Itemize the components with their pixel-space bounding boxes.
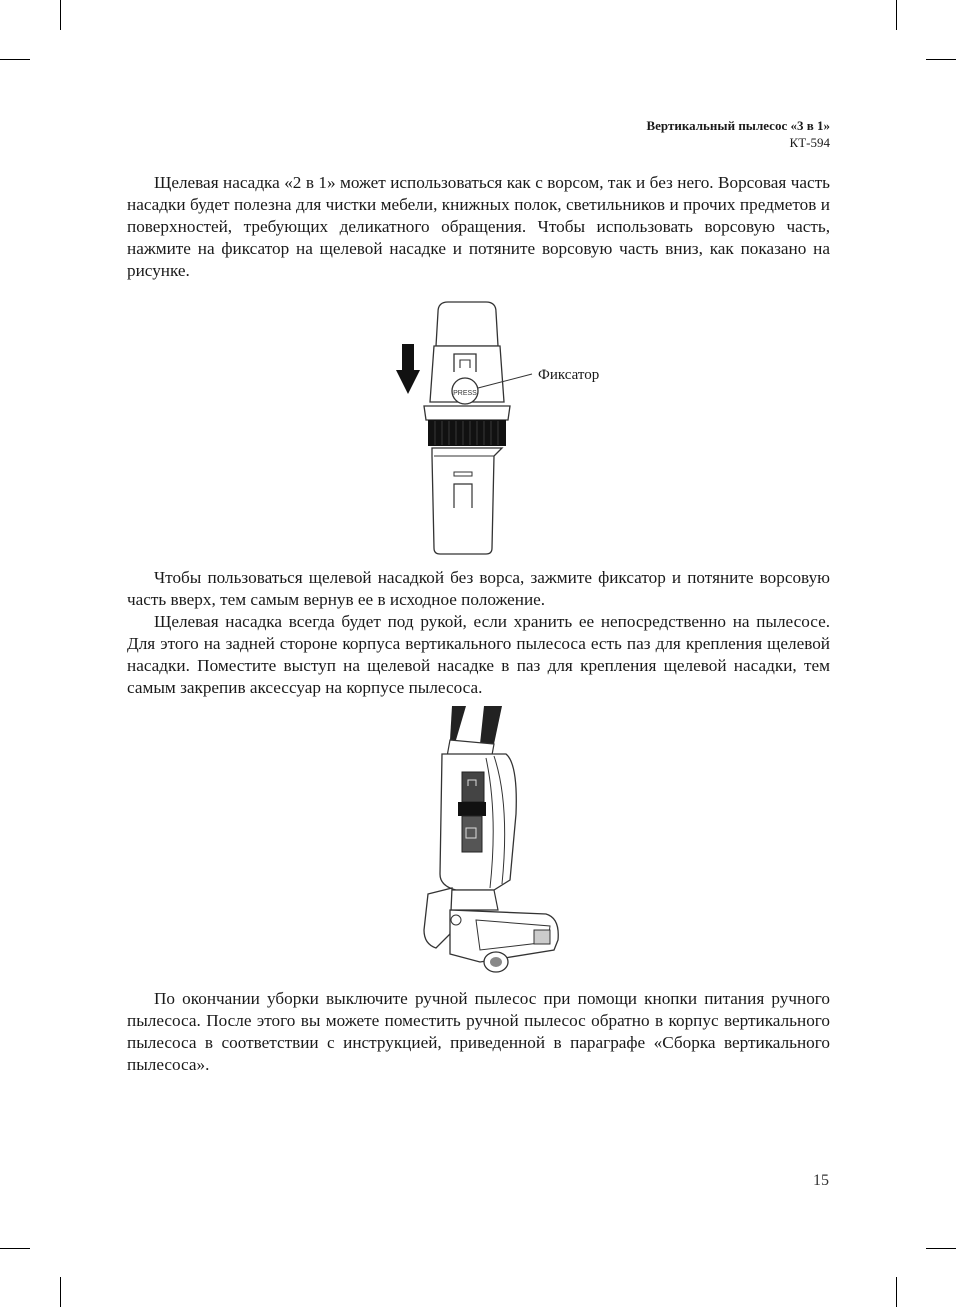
- paragraph-after-cleaning: По окончании уборки выключите ручной пылесос при помощи кнопки питания ручного пылесоса. После этого вы можете поместить ручной пылесос обратно в корпус вертикального пылесоса в соответствии с инструкцией, приведенной в параграфе «Сборка вертикального пылесоса».: [127, 989, 830, 1074]
- header-model: КТ-594: [789, 135, 830, 150]
- paragraph-without-brush: Чтобы пользоваться щелевой насадкой без ворса, зажмите фиксатор и потяните ворсовую часть вверх, тем самым вернув ее в исходное положение.: [127, 568, 830, 609]
- crop-mark: [896, 1277, 897, 1307]
- down-arrow-icon: [396, 344, 420, 394]
- crop-mark: [0, 1248, 30, 1249]
- crop-mark: [926, 59, 956, 60]
- crop-mark: [60, 1277, 61, 1307]
- crop-mark: [60, 0, 61, 30]
- running-header: [646, 117, 830, 151]
- vacuum-with-nozzle-figure: [410, 704, 570, 976]
- paragraph-storage-slot: Щелевая насадка всегда будет под рукой, если хранить ее непосредственно на пылесосе. Для этого на задней стороне корпуса вертикального пылесоса есть паз для крепления щелевой насадки. Поместите выступ на щелевой насадке в паз для крепления щелевой насадки, тем самым закрепив аксессуар на корпусе пылесоса.: [127, 612, 830, 697]
- crevice-nozzle-figure: [380, 298, 640, 560]
- crop-mark: [926, 1248, 956, 1249]
- press-button-label: PRESS: [453, 390, 477, 397]
- callout-label-latch: Фиксатор: [538, 367, 600, 383]
- crop-mark: [896, 0, 897, 30]
- paragraph-crevice-brush: Щелевая насадка «2 в 1» может использоваться как с ворсом, так и без него. Ворсовая часть насадки будет полезна для чистки мебели, книжных полок, светильников и прочих предметов и поверхностей, требующих деликатного обращения. Чтобы использовать ворсовую часть, нажмите на фиксатор на щелевой насадке и потяните ворсовую часть вниз, как показано на рисунке.: [127, 173, 830, 280]
- crop-mark: [0, 59, 30, 60]
- header-title: Вертикальный пылесос «3 в 1»: [646, 118, 830, 133]
- page-number: 15: [813, 1172, 829, 1189]
